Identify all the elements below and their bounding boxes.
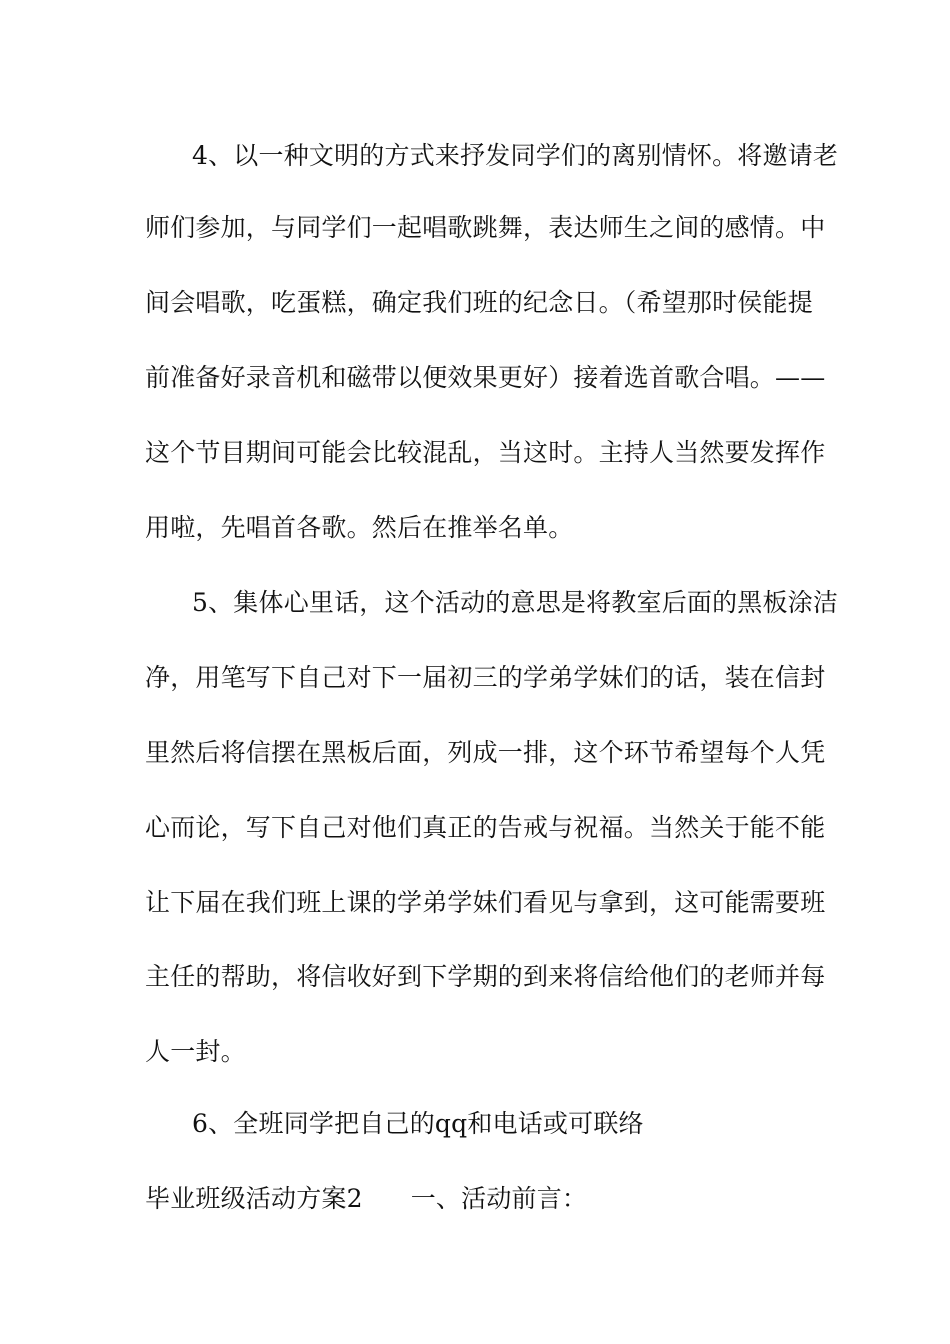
paragraph-4-line-3: 间会唱歌，吃蛋糕，确定我们班的纪念日。（希望那时侯能提 <box>145 288 813 317</box>
paragraph-5-line-7: 人一封。 <box>145 1037 246 1066</box>
plan-title: 毕业班级活动方案2 <box>145 1184 363 1213</box>
paragraph-5-line-4: 心而论，写下自己对他们真正的告戒与祝福。当然关于能不能 <box>145 813 826 842</box>
paragraph-4-line-5: 这个节目期间可能会比较混乱，当这时。主持人当然要发挥作 <box>145 438 826 467</box>
section-heading: 一、活动前言： <box>410 1184 588 1213</box>
paragraph-5-line-6: 主任的帮助，将信收好到下学期的到来将信给他们的老师并每 <box>145 962 826 991</box>
paragraph-5-line-2: 净，用笔写下自己对下一届初三的学弟学妹们的话，装在信封 <box>145 663 826 692</box>
paragraph-6-line-1: 6、全班同学把自己的qq和电话或可联络 <box>192 1109 644 1138</box>
paragraph-4-line-6: 用啦，先唱首各歌。然后在推举名单。 <box>145 513 574 542</box>
paragraph-4-line-2: 师们参加，与同学们一起唱歌跳舞，表达师生之间的感情。中 <box>145 213 826 242</box>
paragraph-5-line-1: 5、集体心里话，这个活动的意思是将教室后面的黑板涂洁 <box>192 588 839 617</box>
paragraph-5-line-5: 让下届在我们班上课的学弟学妹们看见与拿到，这可能需要班 <box>145 888 826 917</box>
paragraph-4-line-4: 前准备好录音机和磁带以便效果更好）接着选首歌合唱。—— <box>145 363 826 392</box>
paragraph-5-line-3: 里然后将信摆在黑板后面，列成一排，这个环节希望每个人凭 <box>145 738 826 767</box>
section-heading-line <box>145 1183 815 1215</box>
paragraph-4-line-1: 4、以一种文明的方式来抒发同学们的离别情怀。将邀请老 <box>192 141 839 170</box>
